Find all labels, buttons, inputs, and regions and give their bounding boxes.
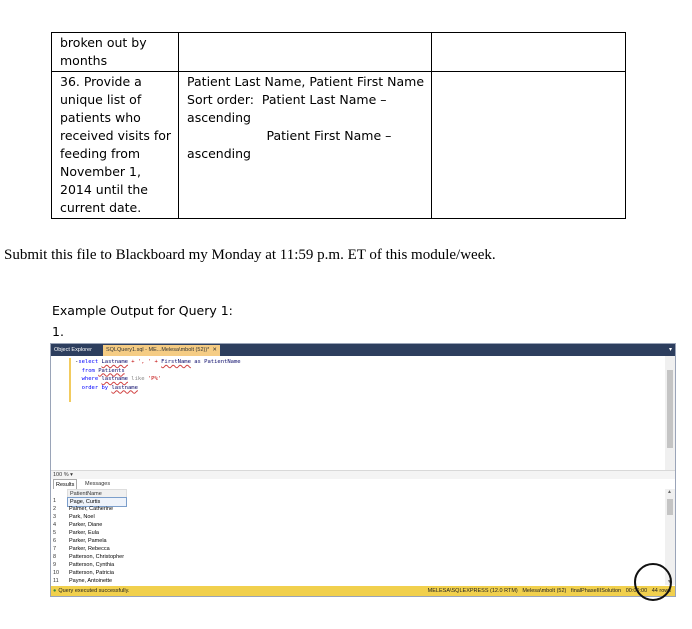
example-heading: Example Output for Query 1:	[52, 303, 233, 318]
result-tabs	[51, 479, 675, 489]
cell-text: Sort order: Patient Last Name –	[187, 92, 387, 107]
cell-text: broken out by	[60, 35, 147, 50]
column-header[interactable]: PatientName	[67, 489, 127, 499]
chevron-down-icon[interactable]: ▾	[668, 347, 672, 353]
code-line: order by lastname	[81, 384, 138, 391]
cell-text: feeding from	[60, 146, 141, 161]
table-cell	[179, 33, 432, 72]
status-bar	[51, 586, 675, 596]
cell-text: received visits for	[60, 128, 172, 143]
table-cell	[432, 72, 626, 219]
tab-bar	[51, 344, 675, 356]
tab-query[interactable]	[103, 345, 220, 356]
cell-text: unique list of	[60, 92, 142, 107]
code-line: where lastname like 'P%'	[81, 376, 162, 382]
status-user: Melesa\mbolt (52)	[522, 588, 567, 594]
requirements-table	[51, 32, 626, 219]
scroll-thumb[interactable]	[667, 499, 673, 515]
ssms-screenshot	[50, 343, 676, 597]
check-icon: ●	[53, 588, 57, 594]
tab-results[interactable]: Results	[53, 479, 77, 489]
tab-object-explorer[interactable]: Object Explorer	[54, 347, 92, 353]
zoom-control[interactable]: 100 % ▾	[51, 470, 676, 480]
cell-text: months	[60, 53, 108, 68]
sql-code	[75, 358, 241, 392]
change-marker	[69, 358, 71, 402]
table-row	[52, 72, 626, 219]
cell-text: ascending	[187, 146, 251, 161]
cell-text: 36. Provide a	[60, 74, 142, 89]
scroll-thumb[interactable]	[667, 370, 673, 448]
scroll-up-icon[interactable]: ▲	[667, 489, 672, 495]
highlight-circle	[634, 563, 672, 601]
cell-text: ascending	[187, 110, 251, 125]
status-server: MELESA\SQLEXPRESS (12.0 RTM)	[427, 588, 518, 594]
table-cell	[52, 33, 179, 72]
tab-query-label: SQLQuery1.sql - ME...Melesa\mbolt (52))*	[106, 347, 210, 353]
status-time: 00:00:00	[625, 588, 648, 594]
status-message: ● Query executed successfully.	[53, 588, 130, 594]
cell-text: patients who	[60, 110, 141, 125]
cell-text: Patient First Name –	[187, 128, 392, 143]
editor-scrollbar[interactable]	[665, 356, 675, 470]
cell-text: Patient Last Name, Patient First Name	[187, 74, 425, 89]
scroll-down-icon[interactable]: ▼	[667, 579, 672, 585]
cell-text: 2014 until the	[60, 182, 148, 197]
status-rows: 44 rows	[651, 588, 671, 594]
table-cell	[432, 33, 626, 72]
table-cell	[52, 72, 179, 219]
close-icon[interactable]: ✕	[212, 347, 217, 353]
cell-text: November 1,	[60, 164, 141, 179]
submit-instructions: Submit this file to Blackboard my Monday at 11:59 p.m. ET of this module/week.	[4, 247, 496, 263]
query-editor[interactable]	[51, 356, 669, 470]
table-cell	[179, 72, 432, 219]
code-line: from Patients	[81, 367, 125, 374]
results-grid[interactable]: PatientName 1 Page, Curtis 2 Palmer, Catherine 3 Park, Noel 4 Parker, Diane 5 Parker, Eula 6 Parker, Pamela 7 Parker, Rebecca 8 Patterson, Christopher 9 Patterson, Cynthia 10 Patterson, Patricia 11 Payne, Antoinette	[51, 489, 665, 585]
tab-messages[interactable]: Messages	[85, 481, 111, 487]
cell-text: current date.	[60, 200, 142, 215]
code-line: -select Lastname + ', ' + FirstName as PatientName	[75, 359, 241, 365]
example-number: 1.	[52, 324, 64, 339]
table-row	[52, 33, 626, 72]
status-database: finalPhaseIIISolution	[570, 588, 622, 594]
